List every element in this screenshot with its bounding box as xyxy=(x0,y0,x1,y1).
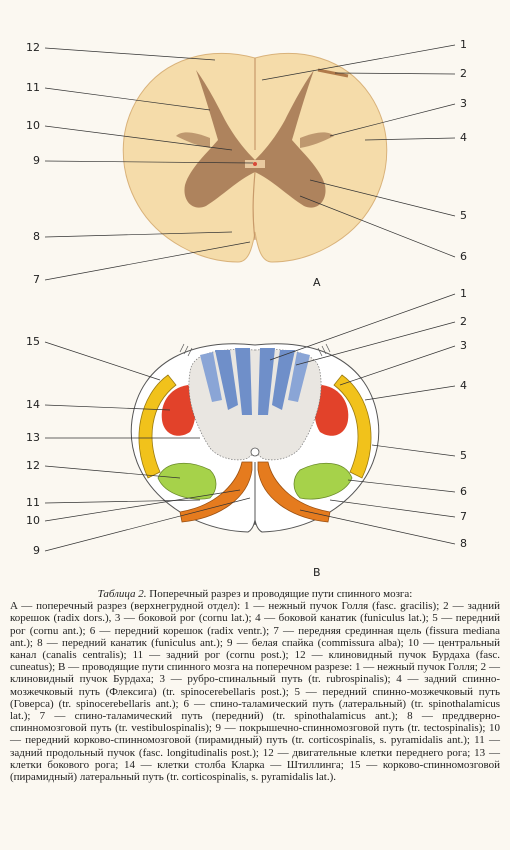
caption-title: Таблица 2. xyxy=(97,588,147,600)
caption-heading xyxy=(10,588,500,600)
label-a-right-5: 5 xyxy=(460,209,467,222)
label-b-right-4: 4 xyxy=(460,379,467,392)
panel-a-cross-section xyxy=(45,45,455,280)
label-b-right-5: 5 xyxy=(460,449,467,462)
label-b-left-9: 9 xyxy=(33,544,40,557)
label-a-left-8: 8 xyxy=(33,230,40,243)
panel-b-letter: B xyxy=(313,566,321,579)
central-canal xyxy=(253,162,257,166)
label-b-right-8: 8 xyxy=(460,537,467,550)
label-b-left-11: 11 xyxy=(26,496,40,509)
label-b-left-10: 10 xyxy=(26,514,40,527)
caption-title-rest: Поперечный разрез и проводящие пути спинного мозга: xyxy=(146,588,413,600)
label-a-right-6: 6 xyxy=(460,250,467,263)
label-a-left-10: 10 xyxy=(26,119,40,132)
label-b-left-13: 13 xyxy=(26,431,40,444)
panel-a-letter: A xyxy=(313,276,321,289)
label-b-right-3: 3 xyxy=(460,339,467,352)
label-b-left-14: 14 xyxy=(26,398,40,411)
label-b-right-7: 7 xyxy=(460,510,467,523)
label-b-left-15: 15 xyxy=(26,335,40,348)
panel-b-tracts xyxy=(45,294,455,551)
label-a-left-7: 7 xyxy=(33,273,40,286)
central-canal-b xyxy=(251,448,259,456)
label-a-right-3: 3 xyxy=(460,97,467,110)
label-b-right-2: 2 xyxy=(460,315,467,328)
label-a-left-11: 11 xyxy=(26,81,40,94)
label-a-left-9: 9 xyxy=(33,154,40,167)
label-a-right-1: 1 xyxy=(460,38,467,51)
label-a-left-12: 12 xyxy=(26,41,40,54)
label-a-right-4: 4 xyxy=(460,131,467,144)
label-b-right-6: 6 xyxy=(460,485,467,498)
figure-caption xyxy=(10,588,500,783)
label-a-right-2: 2 xyxy=(460,67,467,80)
label-b-left-12: 12 xyxy=(26,459,40,472)
caption-body: A — поперечный разрез (верхнегрудной отдел): 1 — нежный пучок Голля (fasc. gracilis); 2 — задний корешок (radix dors.), 3 — боковой рог (cornu lat.); 4 — боковой канатик (funiculus lat.); 5 — передний рог (cornu ant.); 6 — передний корешок (radix ventr.); 7 — передняя срединная щель (fissura mediana ant.); 8 — передний канатик (funiculus ant.); 9 — белая спайка (commissura alba); 10 — центральный канал (canalis centralis); 11 — задний рог (cornu post.); 12 — клиновидный пучок Бурдаха (fasc. cuneatus); B — проводящие пути спинного мозга на поперечном разрезе: 1 — нежный пучок Голля; 2 — клиновидный пучок Бурдаха; 3 — рубро-спинальный путь (tr. rubrospinalis); 4 — задний спинно-мозжечковый путь (Флексига) (tr. spinocerebellaris post.); 5 — передний спинно-мозжечковый путь (Говерса) (tr. spinocerebellaris ant.); 6 — спино-таламический путь (латеральный) (tr. spinothalamicus lat.); 7 — спино-таламический путь (передний) (tr. spinothalamicus ant.); 8 — преддверно-спинномозговой путь (tr. vestibulospinalis); 9 — покрышечно-спинномозговой путь (tr. tectospinalis); 10 — передний корково-спинномозговой (пирамидный) путь (tr. corticospinalis, s. pyramidalis ant.); 11 — задний продольный пучок (fasc. longitudinalis post.); 12 — двигательные клетки переднего рога; 13 — клетки бокового рога; 14 — клетки столба Кларка — Штиллинга; 15 — корково-спинномозговой (пирамидный) латеральный путь (tr. corticospinalis, s. pyramidalis lat.). xyxy=(10,600,500,784)
label-b-right-1: 1 xyxy=(460,287,467,300)
